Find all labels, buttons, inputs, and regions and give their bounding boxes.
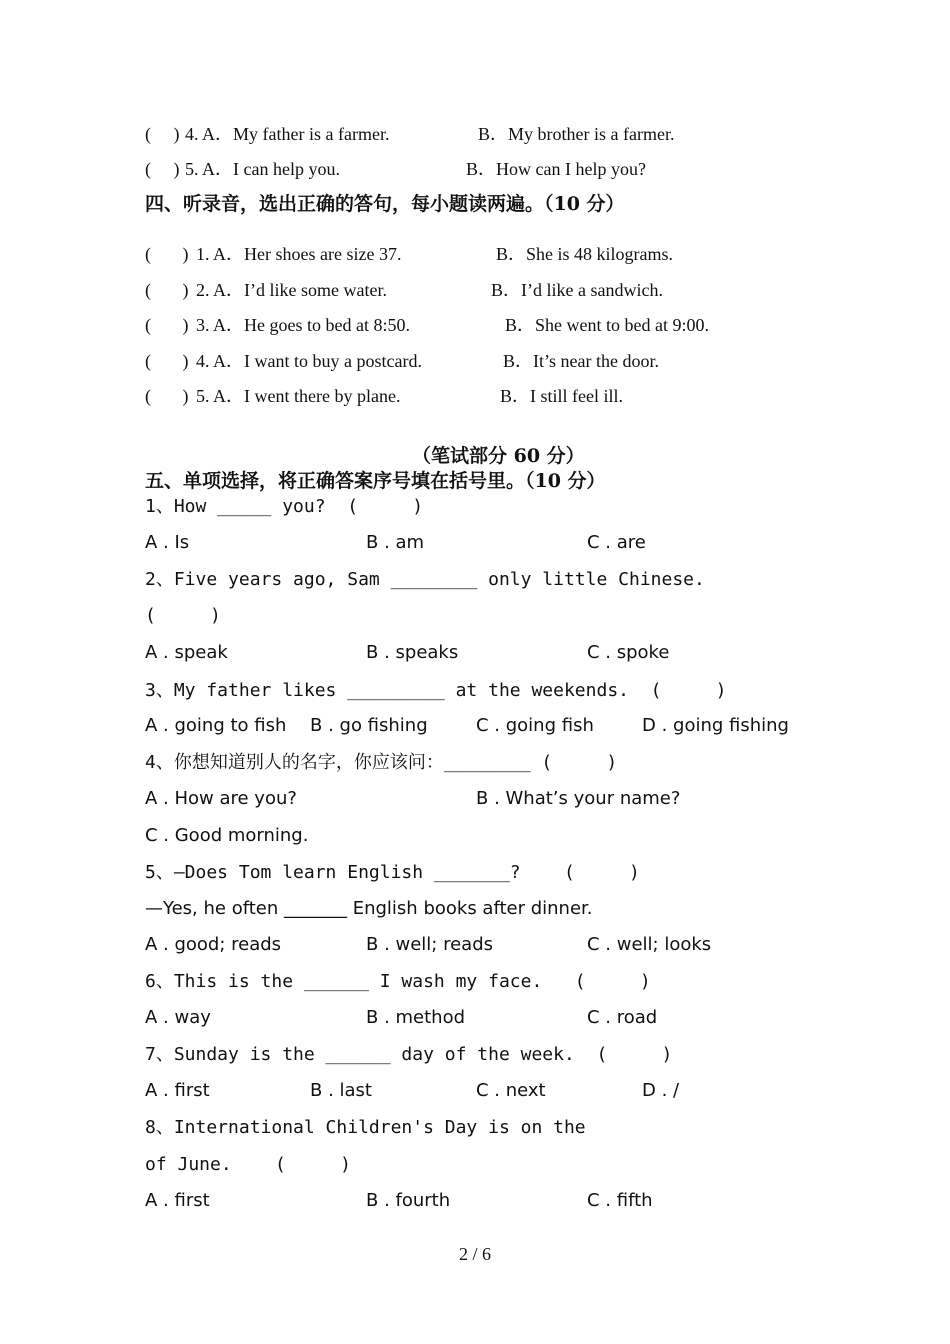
- s5-q5-stem-line2: —Yes, he often _______ English books after dinner.: [145, 898, 593, 919]
- s5-q3-option-d: D . going fishing: [642, 715, 789, 736]
- s5-q4-option-b: B . What’s your name?: [476, 788, 681, 809]
- s5-q3-stem: 3、My father likes _________ at the weekends. ( ): [145, 680, 727, 701]
- s5-q8-option-c: C . fifth: [587, 1190, 653, 1211]
- s5-q2-option-a: A . speak: [145, 642, 228, 663]
- s3-q4-option-b: B．My brother is a farmer.: [478, 124, 675, 144]
- s4-q2-paren: ( ): [145, 280, 189, 300]
- s5-q8-stem: 8、International Children's Day is on the: [145, 1117, 586, 1138]
- s5-q6-stem: 6、This is the ______ I wash my face. ( ): [145, 971, 651, 992]
- s5-q8-option-b: B . fourth: [366, 1190, 451, 1211]
- s5-q2-option-b: B . speaks: [366, 642, 459, 663]
- s4-q3-paren: ( ): [145, 315, 189, 335]
- s5-q7-option-c: C . next: [476, 1080, 546, 1101]
- s4-q1-paren: ( ): [145, 244, 189, 264]
- s4-q5-paren: ( ): [145, 386, 189, 406]
- s4-q2-option-b: B．I’d like a sandwich.: [491, 280, 663, 300]
- s5-q4-option-c: C . Good morning.: [145, 825, 309, 846]
- section4-title: 四、听录音，选出正确的答句，每小题读两遍。（10 分）: [145, 193, 625, 215]
- s3-q5-option-a: 5. A．I can help you.: [185, 159, 340, 179]
- s4-q4-option-b: B．It’s near the door.: [503, 351, 659, 371]
- s5-q2-option-c: C . spoke: [587, 642, 670, 663]
- s5-q2-paren: ( ): [145, 605, 221, 626]
- s3-q5-option-b: B．How can I help you?: [466, 159, 646, 179]
- s5-q5-stem: 5、—Does Tom learn English _______? ( ): [145, 862, 640, 883]
- s5-q7-option-b: B . last: [310, 1080, 372, 1101]
- s4-q1-option-b: B．She is 48 kilograms.: [496, 244, 674, 264]
- s5-q8-option-a: A . first: [145, 1190, 210, 1211]
- s5-q1-option-a: A . Is: [145, 532, 190, 553]
- s5-q7-stem: 7、Sunday is the ______ day of the week. ( ): [145, 1044, 673, 1065]
- s5-q1-stem: 1、How _____ you? ( ): [145, 496, 424, 517]
- s5-q3-option-a: A . going to fish: [145, 715, 287, 736]
- s4-q5-option-b: B．I still feel ill.: [500, 386, 623, 406]
- s4-q3-option-b: B．She went to bed at 9:00.: [505, 315, 709, 335]
- s5-q3-option-b: B . go fishing: [310, 715, 428, 736]
- page-number: 2 / 6: [458, 1244, 491, 1264]
- s4-q4-option-a: 4. A．I want to buy a postcard.: [196, 351, 422, 371]
- s3-q4-paren: ( ): [145, 124, 180, 144]
- s5-q1-option-c: C . are: [587, 532, 646, 553]
- s5-q2-stem: 2、Five years ago, Sam ________ only little Chinese.: [145, 569, 705, 590]
- s5-q4-stem: 4、你想知道别人的名字，你应该问：________ ( ): [145, 752, 618, 773]
- s4-q2-option-a: 2. A．I’d like some water.: [196, 280, 387, 300]
- s4-q5-option-a: 5. A．I went there by plane.: [196, 386, 401, 406]
- s4-q1-option-a: 1. A．Her shoes are size 37.: [196, 244, 402, 264]
- written-part-header: （笔试部分 60 分）: [412, 445, 585, 467]
- s5-q3-option-c: C . going fish: [476, 715, 594, 736]
- s5-q6-option-c: C . road: [587, 1007, 658, 1028]
- s5-q6-option-a: A . way: [145, 1007, 211, 1028]
- s5-q5-option-c: C . well; looks: [587, 934, 712, 955]
- s5-q5-option-a: A . good; reads: [145, 934, 282, 955]
- section5-title: 五、单项选择，将正确答案序号填在括号里。（10 分）: [145, 470, 606, 492]
- s5-q6-option-b: B . method: [366, 1007, 466, 1028]
- s4-q3-option-a: 3. A．He goes to bed at 8:50.: [196, 315, 410, 335]
- s3-q5-paren: ( ): [145, 159, 180, 179]
- s5-q7-option-a: A . first: [145, 1080, 210, 1101]
- s5-q7-option-d: D . /: [642, 1080, 680, 1101]
- s5-q1-option-b: B . am: [366, 532, 425, 553]
- s5-q5-option-b: B . well; reads: [366, 934, 494, 955]
- s3-q4-option-a: 4. A．My father is a farmer.: [185, 124, 390, 144]
- s5-q8-stem-line2: of June. ( ): [145, 1154, 351, 1175]
- s5-q4-option-a: A . How are you?: [145, 788, 297, 809]
- s4-q4-paren: ( ): [145, 351, 189, 371]
